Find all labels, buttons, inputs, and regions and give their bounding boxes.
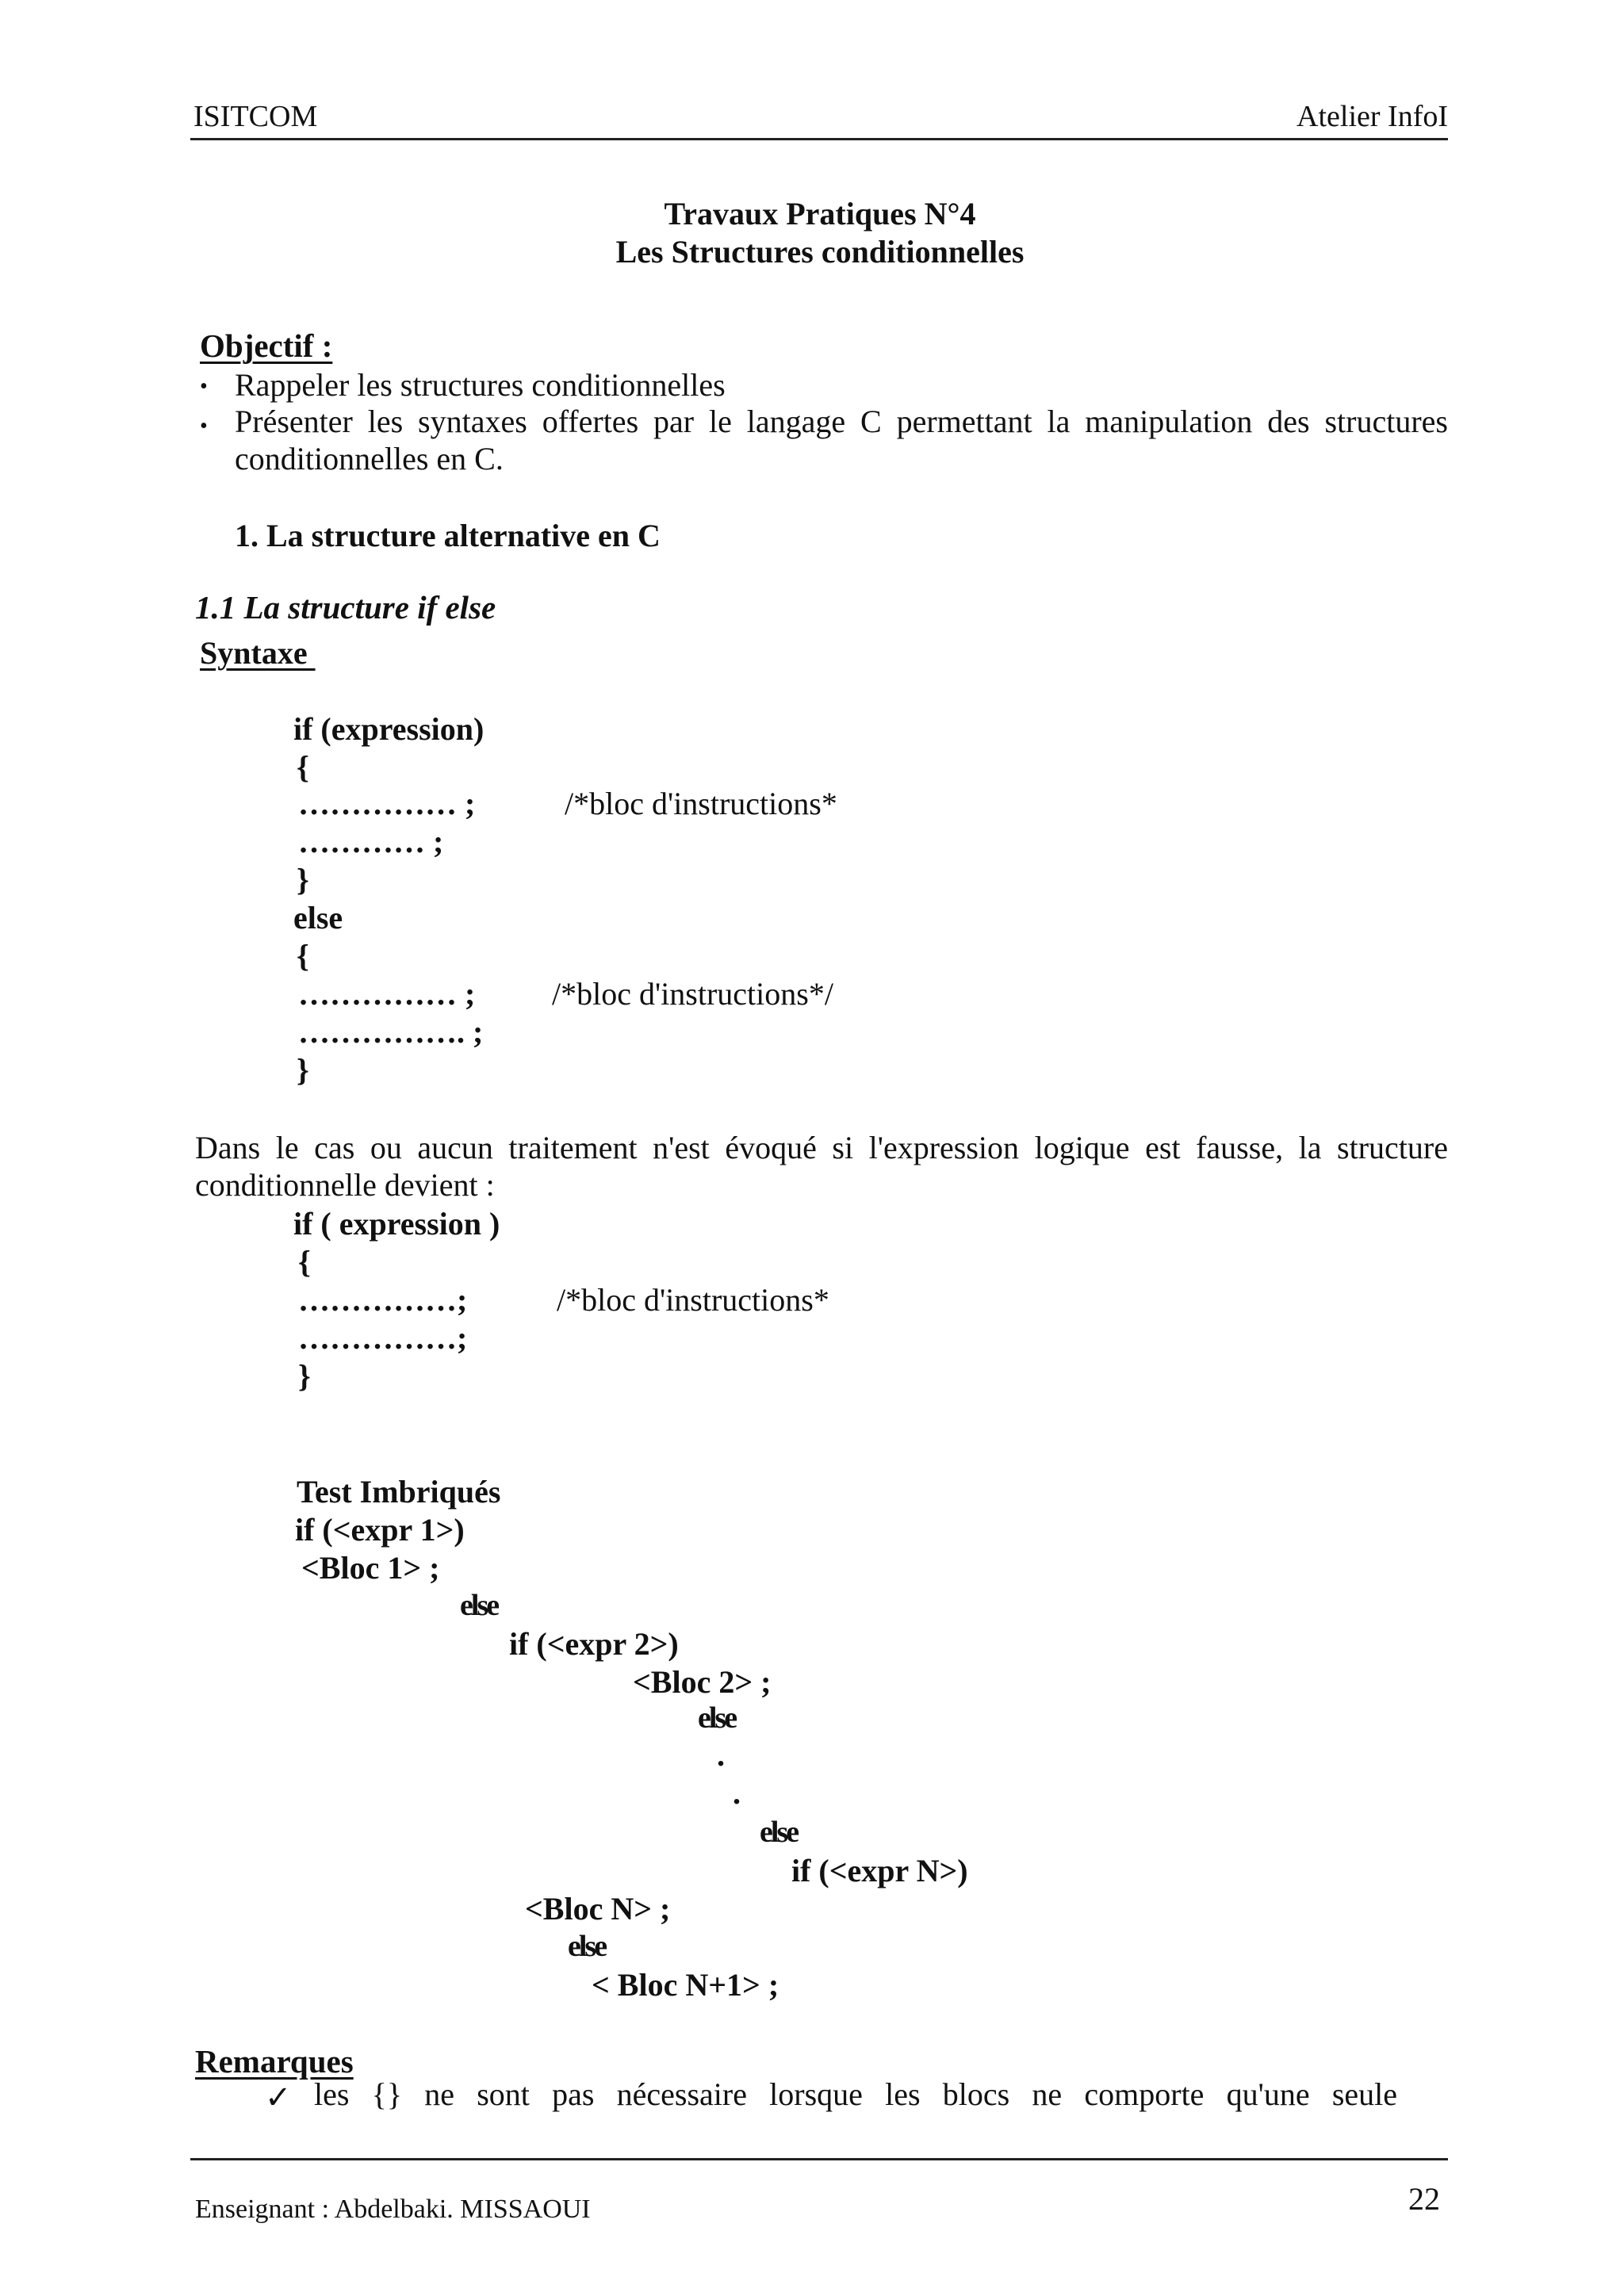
nested-dot: .: [717, 1737, 725, 1773]
nested-bloc-2: <Bloc 2> ;: [633, 1664, 772, 1700]
nested-else: else: [760, 1816, 798, 1849]
remarques-heading: Remarques: [195, 2043, 354, 2080]
page-subtitle: Les Structures conditionnelles: [615, 234, 1025, 270]
nested-dot: .: [733, 1775, 741, 1811]
checkmark-icon: ✓: [265, 2080, 292, 2115]
nested-if-1: if (<expr 1>): [295, 1512, 465, 1548]
syntax-label: Syntaxe: [200, 635, 316, 671]
page-title: Travaux Pratiques N°4: [664, 196, 976, 232]
nested-title: Test Imbriqués: [297, 1474, 501, 1510]
section-heading: 1. La structure alternative en C: [235, 518, 661, 553]
subsection-heading: 1.1 La structure if else: [195, 589, 496, 626]
code-dots: ………… ;: [298, 824, 444, 859]
code-comment: /*bloc d'instructions*: [557, 1282, 829, 1318]
code-comment: /*bloc d'instructions*/: [552, 976, 833, 1012]
page-number: 22: [1408, 2181, 1440, 2217]
nested-bloc-1: <Bloc 1> ;: [301, 1550, 440, 1586]
code-close-brace: }: [297, 1052, 309, 1088]
remarque-item: les {} ne sont pas nécessaire lorsque les blocs ne comporte qu'une seule: [314, 2076, 1397, 2112]
nested-if-n: if (<expr N>): [791, 1853, 968, 1888]
header-left: ISITCOM: [193, 100, 318, 133]
code-open-brace: {: [297, 749, 309, 785]
bullet-icon: •: [200, 374, 208, 399]
code-open-brace: {: [297, 938, 309, 974]
nested-else: else: [460, 1589, 498, 1622]
header-right: Atelier InfoI: [1297, 100, 1448, 133]
code-dots: ……………. ;: [298, 1014, 484, 1050]
nested-bloc-n: <Bloc N> ;: [525, 1891, 671, 1927]
nested-else: else: [568, 1930, 606, 1963]
objectif-item-2: Présenter les syntaxes offertes par le langage C permettant la manipulation des structures conditionnelles en C.: [235, 404, 1448, 476]
code-dots: …………… ;: [298, 976, 476, 1012]
code-else: else: [293, 900, 343, 936]
code-close-brace: }: [298, 1358, 311, 1394]
bullet-icon: •: [200, 414, 208, 438]
code-close-brace: }: [297, 862, 309, 897]
nested-if-2: if (<expr 2>): [509, 1626, 679, 1662]
footer-teacher: Enseignant : Abdelbaki. MISSAOUI: [195, 2195, 591, 2224]
code-dots: ……………;: [298, 1320, 468, 1356]
body-paragraph: Dans le cas ou aucun traitement n'est évoqué si l'expression logique est fausse, la structure conditionnelle devient :: [195, 1130, 1448, 1203]
code-dots: ……………;: [298, 1282, 468, 1318]
code-if-line: if (expression): [293, 711, 485, 747]
objectif-heading: Objectif :: [200, 327, 333, 364]
code-if-line: if ( expression ): [293, 1206, 500, 1242]
footer-rule: [190, 2158, 1448, 2160]
header-rule: [190, 138, 1448, 140]
nested-else: else: [698, 1701, 736, 1735]
code-comment: /*bloc d'instructions*: [565, 786, 837, 821]
objectif-item-1: Rappeler les structures conditionnelles: [235, 367, 726, 403]
code-dots: …………… ;: [298, 786, 476, 821]
nested-bloc-n1: < Bloc N+1> ;: [592, 1967, 779, 2003]
code-open-brace: {: [298, 1244, 311, 1280]
